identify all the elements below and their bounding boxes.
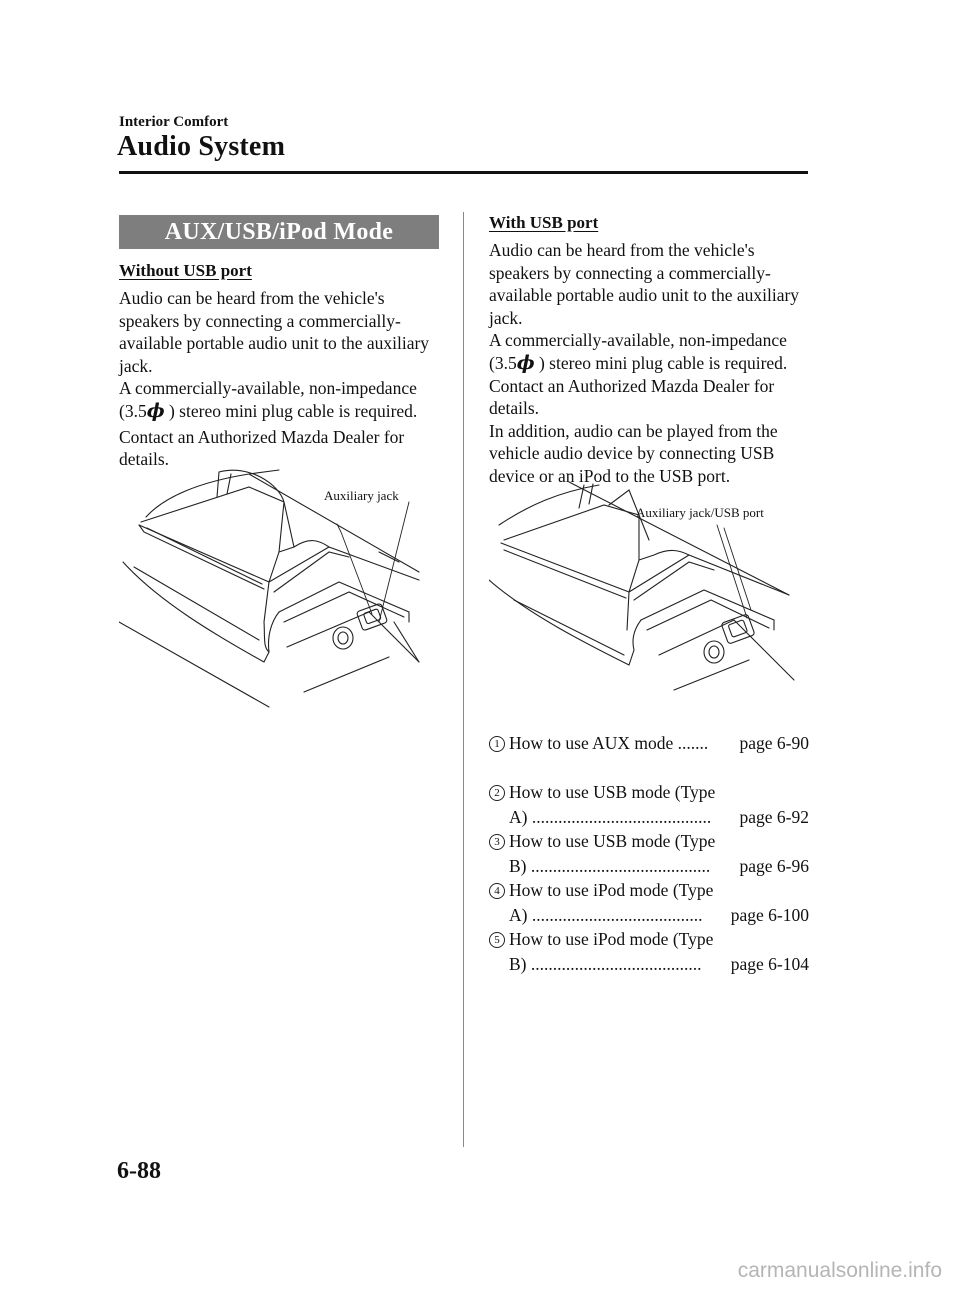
callout-auxiliary-jack-usb-port: Auxiliary jack/USB port — [636, 505, 764, 520]
page-link[interactable]: page 6-104 — [730, 954, 809, 974]
left-para-3: Contact an Authorized Mazda Dealer for details. — [119, 426, 405, 470]
section-banner: AUX/USB/iPod Mode — [119, 215, 439, 249]
list-item: 5 How to use iPod mode (Type B) ....................................... page 6-104 — [489, 929, 809, 978]
right-para-3: Contact an Authorized Mazda Dealer for details. — [489, 375, 775, 419]
circled-number: 2 — [489, 785, 505, 801]
left-body-text — [119, 287, 449, 471]
diameter-symbol: ϕ — [146, 399, 165, 422]
section-label: Interior Comfort — [119, 114, 229, 130]
right-body-text — [489, 239, 819, 488]
callout-auxiliary-jack: Auxiliary jack — [324, 488, 399, 503]
page-number: 6-88 — [117, 1158, 161, 1184]
right-para-4: In addition, audio can be played from the vehicle audio device by connecting USB device or an iPod to the USB port. — [489, 420, 778, 486]
diameter-symbol: ϕ — [516, 351, 535, 374]
circled-number: 4 — [489, 883, 505, 899]
list-item-label: How to use AUX mode — [509, 733, 674, 753]
heading-without-usb: Without USB port — [119, 261, 252, 280]
right-para-2: A commercially-available, non-impedance (3.5ϕ ) stereo mini plug cable is required. — [489, 330, 788, 374]
watermark[interactable]: carmanualsonline.info — [737, 1259, 942, 1282]
reference-list — [489, 733, 809, 978]
list-item: 1 How to use AUX mode ....... page 6-90 — [489, 733, 809, 782]
circled-number: 1 — [489, 736, 505, 752]
list-item-label: How to use USB mode (Type — [509, 831, 716, 851]
circled-number: 5 — [489, 932, 505, 948]
circled-number: 3 — [489, 834, 505, 850]
list-item-label: How to use USB mode (Type — [509, 782, 716, 802]
list-item: 3 How to use USB mode (Type B) ......................................... page 6-96 — [489, 831, 809, 880]
page-link[interactable]: page 6-100 — [730, 905, 809, 925]
right-para-1: Audio can be heard from the vehicle's speakers by connecting a commercially-available portable audio unit to the auxiliary jack. — [489, 240, 800, 328]
left-para-1: Audio can be heard from the vehicle's speakers by connecting a commercially-available portable audio unit to the auxiliary jack. — [119, 288, 430, 376]
page-link[interactable]: page 6-96 — [739, 856, 809, 876]
page-link[interactable]: page 6-90 — [739, 733, 809, 753]
list-item-label: How to use iPod mode (Type — [509, 929, 714, 949]
heading-with-usb: With USB port — [489, 213, 599, 232]
page-link[interactable]: page 6-92 — [739, 807, 809, 827]
list-item: 2 How to use USB mode (Type A) ......................................... page 6-92 — [489, 782, 809, 831]
left-para-2: A commercially-available, non-impedance (3.5ϕ ) stereo mini plug cable is required. — [119, 378, 418, 422]
list-item-label: How to use iPod mode (Type — [509, 880, 714, 900]
column-divider — [463, 212, 464, 1147]
list-item: 4 How to use iPod mode (Type A) ....................................... page 6-100 — [489, 880, 809, 929]
header-rule — [119, 171, 808, 174]
chapter-title: Audio System — [117, 131, 286, 162]
